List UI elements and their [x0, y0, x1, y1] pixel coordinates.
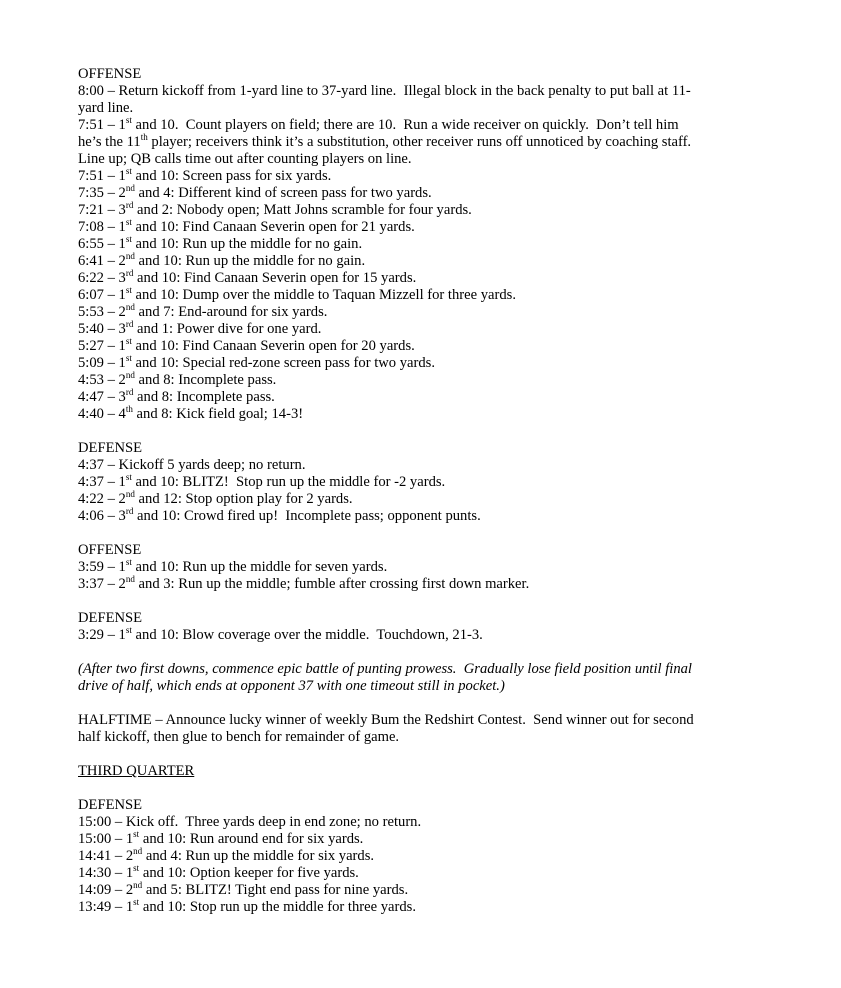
script-line: 15:00 – Kick off. Three yards deep in end zone; no return. [78, 814, 422, 830]
script-line: 13:49 – 1st and 10: Stop run up the middle for three yards. [78, 897, 417, 915]
ordinal-suffix: st [133, 897, 140, 908]
script-line: 8:00 – Return kickoff from 1-yard line to 37-yard line. Illegal block in the back penalty to put ball at 11- [78, 83, 691, 99]
script-line: 4:06 – 3rd and 10: Crowd fired up! Incomplete pass; opponent punts. [78, 506, 481, 524]
script-line: 14:09 – 2nd and 5: BLITZ! Tight end pass for nine yards. [78, 880, 409, 898]
section-heading: DEFENSE [78, 797, 143, 813]
third-quarter-heading [78, 763, 765, 780]
script-line: half kickoff, then glue to bench for remainder of game. [78, 729, 400, 745]
offense-drive-2 [78, 542, 765, 593]
ordinal-suffix: st [125, 115, 132, 126]
ordinal-suffix: rd [125, 387, 134, 398]
script-line: 5:09 – 1st and 10: Special red-zone screen pass for two yards. [78, 353, 436, 371]
ordinal-suffix: rd [125, 506, 134, 517]
ordinal-suffix: st [125, 472, 132, 483]
section-heading: DEFENSE [78, 610, 143, 626]
ordinal-suffix: st [133, 863, 140, 874]
offense-drive-1 [78, 66, 765, 423]
ordinal-suffix: st [125, 336, 132, 347]
script-line: 3:59 – 1st and 10: Run up the middle for seven yards. [78, 557, 388, 575]
ordinal-suffix: st [125, 234, 132, 245]
script-line: 6:55 – 1st and 10: Run up the middle for no gain. [78, 234, 363, 252]
script-line: 3:29 – 1st and 10: Blow coverage over the middle. Touchdown, 21-3. [78, 625, 483, 643]
ordinal-suffix: st [125, 353, 132, 364]
ordinal-suffix: th [140, 132, 148, 143]
script-line: (After two first downs, commence epic battle of punting prowess. Gradually lose field position until final [78, 661, 692, 677]
ordinal-suffix: nd [133, 880, 143, 891]
script-line: 4:40 – 4th and 8: Kick field goal; 14-3! [78, 404, 304, 422]
defense-series-2 [78, 610, 765, 644]
script-line: 7:51 – 1st and 10: Screen pass for six yards. [78, 166, 332, 184]
script-line: THIRD QUARTER [78, 763, 195, 779]
script-line: he’s the 11th player; receivers think it’s a substitution, other receiver runs off unnoticed by coaching staff. [78, 132, 692, 150]
ordinal-suffix: st [125, 285, 132, 296]
ordinal-suffix: st [125, 625, 132, 636]
ordinal-suffix: nd [125, 370, 135, 381]
ordinal-suffix: rd [125, 200, 134, 211]
ordinal-suffix: nd [125, 574, 135, 585]
script-line: 4:47 – 3rd and 8: Incomplete pass. [78, 387, 275, 405]
ordinal-suffix: st [125, 166, 132, 177]
halftime-note [78, 712, 765, 746]
ordinal-suffix: nd [125, 302, 135, 313]
ordinal-suffix: nd [133, 846, 143, 857]
script-line: 15:00 – 1st and 10: Run around end for six yards. [78, 829, 364, 847]
document-body [78, 66, 765, 916]
ordinal-suffix: st [125, 217, 132, 228]
ordinal-suffix: rd [125, 268, 134, 279]
ordinal-suffix: nd [125, 183, 135, 194]
script-line: 7:51 – 1st and 10. Count players on field; there are 10. Run a wide receiver on quickly. Don’t tell him [78, 115, 679, 133]
script-line: 5:40 – 3rd and 1: Power dive for one yard. [78, 319, 322, 337]
ordinal-suffix: th [125, 404, 133, 415]
script-line: 6:22 – 3rd and 10: Find Canaan Severin open for 15 yards. [78, 268, 417, 286]
script-line: 7:08 – 1st and 10: Find Canaan Severin open for 21 yards. [78, 217, 415, 235]
script-line: 7:35 – 2nd and 4: Different kind of screen pass for two yards. [78, 183, 432, 201]
script-line: 3:37 – 2nd and 3: Run up the middle; fumble after crossing first down marker. [78, 574, 530, 592]
script-line: 4:37 – Kickoff 5 yards deep; no return. [78, 457, 306, 473]
section-heading: OFFENSE [78, 66, 142, 82]
script-line: 14:41 – 2nd and 4: Run up the middle for six yards. [78, 846, 375, 864]
script-line: 4:53 – 2nd and 8: Incomplete pass. [78, 370, 277, 388]
defense-series-1 [78, 440, 765, 525]
script-line: 14:30 – 1st and 10: Option keeper for five yards. [78, 863, 359, 881]
stage-direction-note [78, 661, 765, 695]
defense-series-3 [78, 797, 765, 916]
script-line: 5:53 – 2nd and 7: End-around for six yards. [78, 302, 328, 320]
script-line: yard line. [78, 100, 134, 116]
ordinal-suffix: nd [125, 489, 135, 500]
script-line: 6:07 – 1st and 10: Dump over the middle to Taquan Mizzell for three yards. [78, 285, 517, 303]
script-line: 7:21 – 3rd and 2: Nobody open; Matt Johns scramble for four yards. [78, 200, 472, 218]
script-line: 6:41 – 2nd and 10: Run up the middle for no gain. [78, 251, 366, 269]
ordinal-suffix: st [133, 829, 140, 840]
ordinal-suffix: rd [125, 319, 134, 330]
script-line: 4:22 – 2nd and 12: Stop option play for 2 yards. [78, 489, 353, 507]
script-line: drive of half, which ends at opponent 37 with one timeout still in pocket.) [78, 678, 505, 694]
ordinal-suffix: st [125, 557, 132, 568]
script-line: Line up; QB calls time out after counting players on line. [78, 151, 412, 167]
script-line: HALFTIME – Announce lucky winner of weekly Bum the Redshirt Contest. Send winner out for second [78, 712, 694, 728]
section-heading: OFFENSE [78, 542, 142, 558]
section-heading: DEFENSE [78, 440, 143, 456]
script-line: 4:37 – 1st and 10: BLITZ! Stop run up the middle for -2 yards. [78, 472, 446, 490]
ordinal-suffix: nd [125, 251, 135, 262]
script-line: 5:27 – 1st and 10: Find Canaan Severin open for 20 yards. [78, 336, 415, 354]
